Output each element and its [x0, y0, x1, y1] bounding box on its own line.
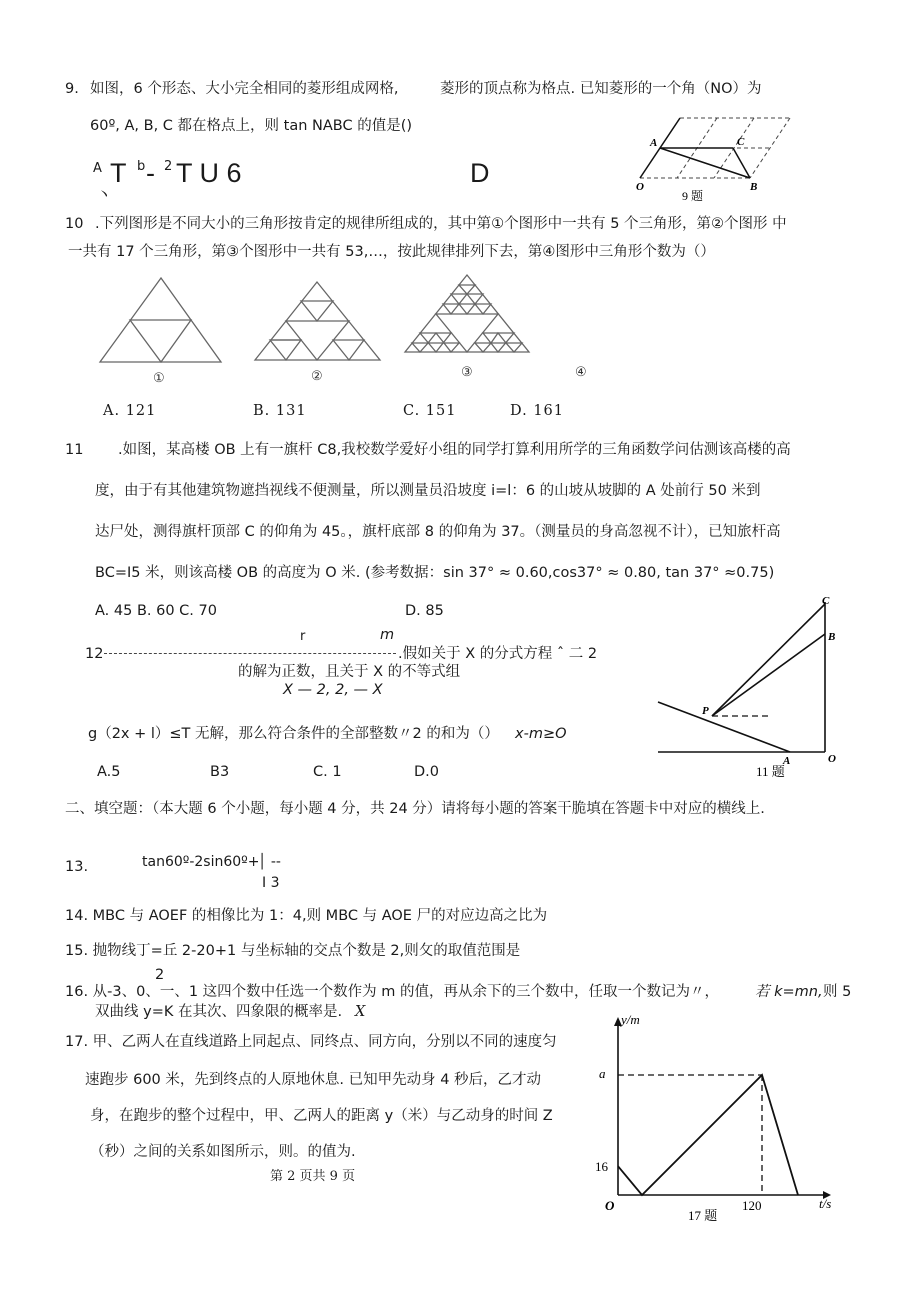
q10-text-line2: 一共有 17 个三角形，第③个图形中一共有 53,…，按此规律排列下去，第④图形中三角形个数为（）	[68, 244, 715, 260]
q12-fraction-line	[104, 653, 396, 654]
q9-option-c-big: T U 6	[176, 158, 242, 188]
q16-text-line1b: 若 k=mn,	[755, 984, 823, 1000]
q9-figure-caption: 9 题	[682, 189, 704, 203]
q9-number: 9.	[65, 81, 79, 97]
q10-option-d: D. 161	[510, 403, 565, 419]
q9-label-c: C	[737, 136, 745, 148]
q11-text-line3: 达尸处，测得旗杆顶部 C 的仰角为 45。，旗杆底部 8 的仰角为 37。（测量员的身高忽视不计），已知旅杆高	[95, 524, 781, 540]
section2-heading: 二、填空题：（本大题 6 个小题，每小题 4 分，共 24 分）请将每小题的答案干脆填在答题卡中对应的横线上.	[65, 801, 765, 817]
q11-sight-line-c	[712, 604, 825, 716]
q11-text-line1: .如图，某高楼 OB 上有一旗杆 C8,我校数学爱好小组的同学打算利用所学的三角函数学问估测该高楼的高	[118, 442, 791, 458]
q11-sight-line-b	[712, 634, 825, 716]
q9-tick-mark: 丶	[96, 185, 113, 204]
q10-number: 10	[65, 216, 84, 232]
q9-label-o: O	[636, 181, 644, 193]
q12-option-c: C. 1	[313, 764, 342, 780]
q11-options-abc: A. 45 B. 60 C. 70	[95, 603, 217, 619]
q11-text-line4: BC=I5 米，则该高楼 OB 的高度为 O 米. (参考数据：sin 37° ≈ 0.60,cos37° ≈ 0.80, tan 37° ≈0.75)	[95, 565, 775, 581]
q9-label-b: B	[750, 181, 758, 193]
q13-number: 13.	[65, 859, 89, 875]
q11-label-b: B	[828, 631, 836, 643]
q16-text-line2: 双曲线 y=K 在其次、四象限的概率是.	[95, 1004, 343, 1020]
q13-denominator: I 3	[262, 875, 280, 891]
q17-text-line4: （秒）之间的关系如图所示，则。的值为.	[90, 1144, 356, 1160]
q17-figure-caption: 17 题	[688, 1208, 718, 1223]
page-footer: 第 2 页共 9 页	[270, 1169, 356, 1184]
q11-option-d: D. 85	[405, 603, 444, 619]
q11-number: 11	[65, 442, 84, 458]
q9-option-c-sup: 2	[164, 159, 173, 174]
q13-expression: tan60º-2sin60º+	[142, 854, 260, 870]
q9-text-line2: 60º, A, B, C 都在格点上，则 tan NABC 的值是()	[90, 118, 413, 134]
q9-text-line1b: 菱形的顶点称为格点. 已知菱形的一个角（NO）为	[440, 81, 762, 97]
q17-tick-16: 16	[595, 1159, 608, 1174]
q17-series-line	[618, 1075, 798, 1195]
q10-option-b: B. 131	[253, 403, 307, 419]
q16-superscript: 2	[155, 967, 165, 983]
q16-text-line1a: 16. 从-3、0、一、1 这四个数中任选一个数作为 m 的值，再从余下的三个数中，任取一个数记为〃，	[65, 984, 720, 1000]
q12-text-1: .假如关于 X 的分式方程 ˆ 二 2	[398, 646, 598, 662]
q9-option-a-sup: A	[93, 161, 102, 176]
q11-label-o: O	[828, 753, 836, 765]
q12-option-a: A.5	[97, 764, 121, 780]
q9-option-a-big: T	[110, 158, 127, 188]
q10-option-c: C. 151	[403, 403, 457, 419]
q17-origin: O	[605, 1198, 615, 1213]
q9-option-b-sup: b	[137, 159, 146, 174]
q10-option-a: A. 121	[103, 403, 157, 419]
q10-triangle-figures	[95, 270, 605, 385]
q12-text-5: x-m≥O	[515, 726, 567, 742]
q10-figure-label-3: ③	[461, 364, 473, 379]
q17-axis-y-label: y/m	[621, 1012, 640, 1027]
q11-text-line2: 度，由于有其他建筑物遮挡视线不便测量，所以测量员沿坡度 i=l：6 的山坡从坡脚的 A 处前行 50 米到	[95, 483, 761, 499]
q9-segment-ab	[660, 148, 750, 178]
q10-text-line1: .下列图形是不同大小的三角形按肯定的规律所组成的，其中第①个图形中一共有 5 个三角形，第②个图形 中	[95, 216, 787, 232]
q9-label-a: A	[650, 137, 658, 149]
q16-text-line2x: X	[355, 1004, 366, 1020]
q13-bar: │ --	[258, 854, 281, 870]
q9-option-mid: -	[146, 158, 155, 188]
q11-label-p: P	[702, 705, 709, 717]
q15-text: 15. 抛物线丁=丘 2-20+1 与坐标轴的交点个数是 2,则攵的取值范围是	[65, 943, 521, 959]
q12-label-r: r	[300, 629, 306, 644]
q11-label-c: C	[822, 595, 830, 607]
q12-text-3: X — 2, 2, — X	[283, 682, 383, 698]
q10-figure-label-1: ①	[153, 370, 165, 385]
q11-figure-caption: 11 题	[756, 764, 785, 779]
q16-text-line1c: 则 5	[823, 984, 852, 1000]
q12-number: 12	[85, 646, 104, 662]
q17-text-line2: 速跑步 600 米，先到终点的人原地休息. 已知甲先动身 4 秒后，乙才动	[85, 1072, 542, 1088]
q9-option-d: D	[470, 158, 490, 188]
q12-label-m: m	[380, 627, 395, 643]
q9-rhombus-grid-figure	[632, 110, 792, 205]
q11-label-a: A	[783, 755, 791, 767]
q10-figure-label-2: ②	[311, 368, 323, 383]
q9-text-line1a: 如图，6 个形态、大小完全相同的菱形组成网格,	[90, 81, 399, 97]
q12-text-4: g（2x + l）≤T 无解，那么符合条件的全部整数〃2 的和为（）	[88, 726, 499, 742]
q17-tick-120: 120	[742, 1198, 762, 1213]
q17-text-line1: 17. 甲、乙两人在直线道路上同起点、同终点、同方向，分别以不同的速度匀	[65, 1034, 557, 1050]
q12-option-b: B3	[210, 764, 230, 780]
q11-slope-line	[658, 702, 790, 752]
q10-figure-label-4: ④	[575, 364, 587, 379]
q12-option-d: D.0	[414, 764, 439, 780]
q17-tick-a: a	[599, 1066, 606, 1081]
q14-text: 14. MBC 与 AOEF 的相像比为 1：4,则 MBC 与 AOE 尸的对应边高之比为	[65, 908, 548, 924]
q17-axis-x-label: t/s	[819, 1196, 832, 1211]
q12-text-2: 的解为正数，且关于 X 的不等式组	[238, 664, 461, 680]
q11-building-figure	[650, 592, 850, 784]
q17-text-line3: 身，在跑步的整个过程中，甲、乙两人的距离 y（米）与乙动身的时间 Z	[90, 1108, 553, 1124]
q17-distance-time-chart	[585, 1012, 845, 1227]
